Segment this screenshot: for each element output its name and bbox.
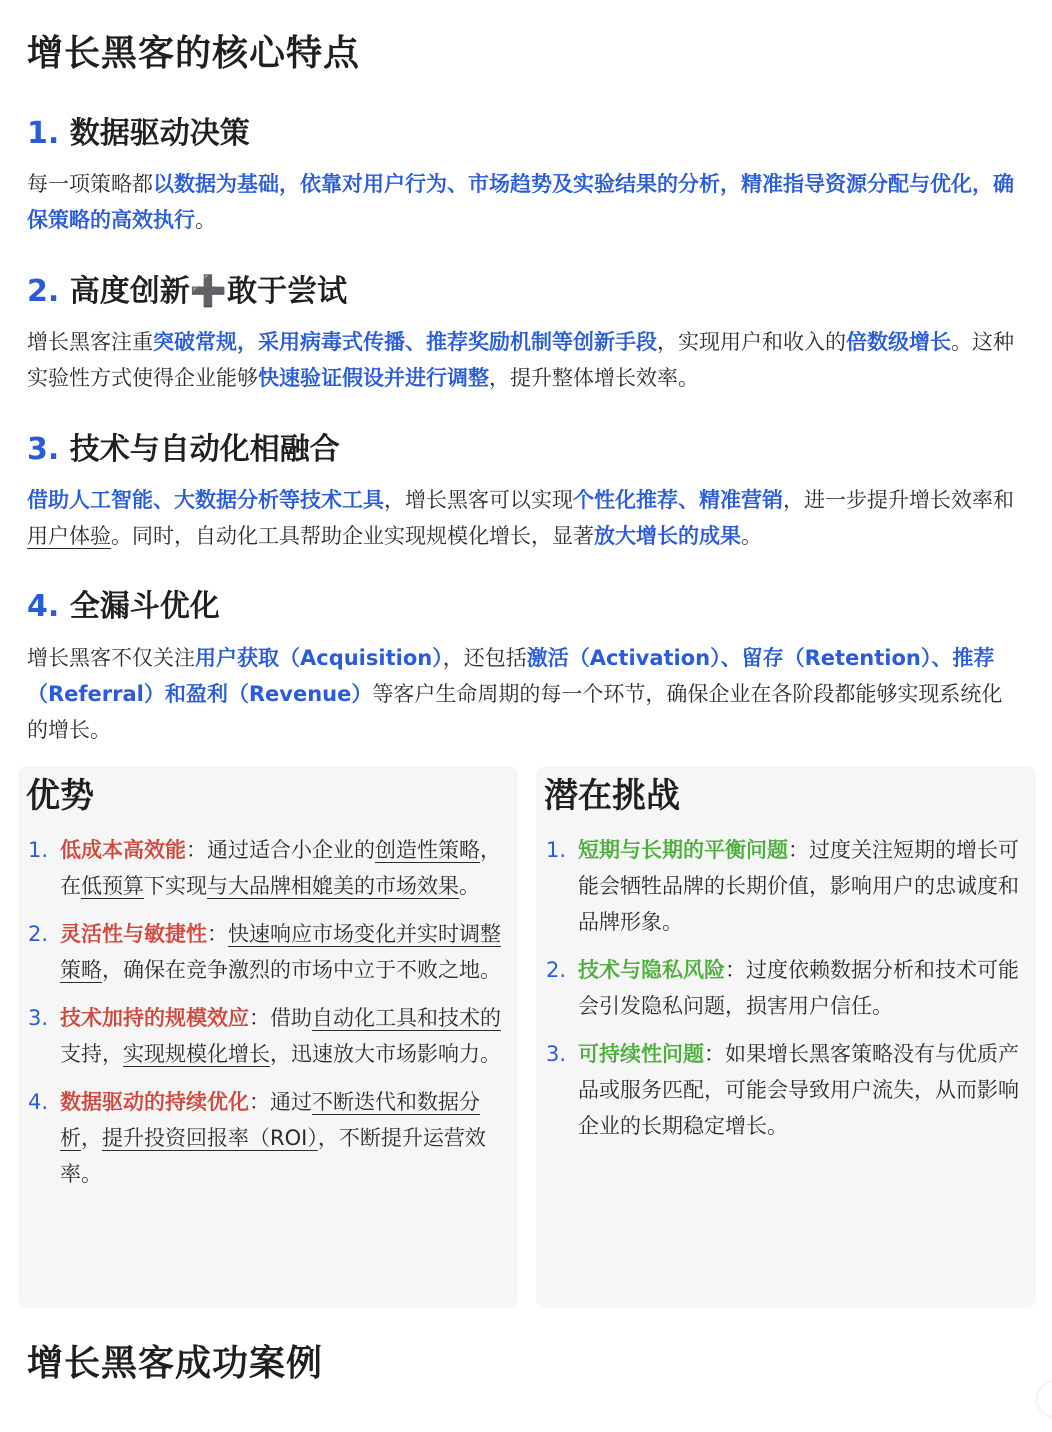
challenge-label: 技术与隐私风险 (578, 958, 725, 982)
body-text: ：借助 (249, 1006, 312, 1030)
underlined-text: 创造性策略 (375, 838, 480, 862)
body-text: ，进一步提升增长效率和 (783, 488, 1014, 512)
body-text: ， (81, 1126, 102, 1150)
section-4-body (27, 640, 1017, 748)
advantage-label: 低成本高效能 (60, 838, 186, 862)
list-item (26, 1000, 510, 1072)
list-index: 2. (546, 958, 567, 982)
section-4-number: 4. (27, 589, 60, 624)
body-text: 。这种实验性方式使得企业能够 (27, 330, 1014, 390)
underlined-text: 实现规模化增长 (123, 1042, 270, 1066)
challenges-list (544, 832, 1028, 1156)
body-text: ： (207, 922, 228, 946)
challenges-card (536, 766, 1036, 1308)
advantage-label: 技术加持的规模效应 (60, 1006, 249, 1030)
list-index: 3. (546, 1042, 567, 1066)
body-text: 。 (195, 208, 216, 232)
body-text: ：通过适合小企业的 (186, 838, 375, 862)
body-text: 增长黑客不仅关注 (27, 646, 195, 670)
underlined-text: 提升投资回报率（ROI） (102, 1126, 318, 1150)
list-item (26, 832, 510, 904)
cases-title: 增长黑客成功案例 (27, 1343, 324, 1384)
body-text: ，还包括 (442, 646, 527, 670)
underlined-text: 低预算 (81, 874, 144, 898)
list-item (26, 916, 510, 988)
section-3-title: 技术与自动化相融合 (69, 432, 340, 467)
underlined-text: 不断迭代和数据分析 (60, 1090, 480, 1150)
section-1-title: 数据驱动决策 (69, 116, 250, 151)
advantages-list (26, 832, 510, 1204)
section-1-number: 1. (27, 116, 60, 151)
section-2-title: 高度创新➕敢于尝试 (69, 274, 348, 309)
section-2-number: 2. (27, 274, 60, 309)
body-text: 支持， (60, 1042, 123, 1066)
body-text: 增长黑客注重 (27, 330, 153, 354)
body-text: ：通过 (249, 1090, 312, 1114)
section-3-body (27, 482, 1017, 554)
list-index: 4. (28, 1090, 49, 1114)
body-text: ，迅速放大市场影响力。 (270, 1042, 501, 1066)
list-index: 1. (546, 838, 567, 862)
body-text: ，确保在竞争激烈的市场中立于不败之地。 (102, 958, 501, 982)
underlined-text: 快速响应市场变化并实时调整策略 (60, 922, 501, 982)
advantage-label: 灵活性与敏捷性 (60, 922, 207, 946)
body-text: 等客户生命周期的每一个环节，确保企业在各阶段都能够实现系统化的增长。 (27, 682, 1003, 742)
list-index: 1. (28, 838, 49, 862)
body-text: 下实现 (144, 874, 207, 898)
section-2-heading (27, 272, 347, 312)
section-3-heading (27, 430, 340, 470)
list-item (544, 832, 1028, 940)
highlight-text: 倍数级增长 (846, 330, 951, 354)
body-text: 。同时，自动化工具帮助企业实现规模化增长，显著 (111, 524, 594, 548)
highlight-text: 借助人工智能、大数据分析等技术工具 (27, 488, 384, 512)
challenge-label: 可持续性问题 (578, 1042, 704, 1066)
list-item (544, 1036, 1028, 1144)
highlight-text: 个性化推荐、精准营销 (573, 488, 783, 512)
highlight-text: 放大增长的成果 (594, 524, 741, 548)
advantage-label: 数据驱动的持续优化 (60, 1090, 249, 1114)
underlined-text: 自动化工具和技术的 (312, 1006, 501, 1030)
list-item (26, 1084, 510, 1192)
page-title: 增长黑客的核心特点 (27, 33, 361, 74)
body-text: 。 (741, 524, 762, 548)
body-text: 。 (459, 874, 480, 898)
list-index: 2. (28, 922, 49, 946)
body-text: ：过度关注短期的增长可能会牺牲品牌的长期价值，影响用户的忠诚度和品牌形象。 (578, 838, 1019, 934)
body-text: ：如果增长黑客策略没有与优质产品或服务匹配，可能会导致用户流失，从而影响企业的长期稳定增长。 (578, 1042, 1019, 1138)
body-text: ，实现用户和收入的 (657, 330, 846, 354)
highlight-text: 用户获取（Acquisition） (195, 646, 443, 670)
list-index: 3. (28, 1006, 49, 1030)
challenges-title: 潜在挑战 (544, 776, 680, 816)
advantages-title: 优势 (26, 776, 94, 816)
section-3-number: 3. (27, 432, 60, 467)
highlight-text: 快速验证假设并进行调整 (258, 366, 489, 390)
list-item (544, 952, 1028, 1024)
advantages-card (18, 766, 518, 1308)
body-text: ，增长黑客可以实现 (384, 488, 573, 512)
body-text: ，提升整体增长效率。 (489, 366, 699, 390)
floating-button[interactable] (1038, 1382, 1052, 1416)
underlined-text: 与大品牌相媲美的市场效果 (207, 874, 459, 898)
section-4-title: 全漏斗优化 (69, 589, 220, 624)
highlight-text: 激活（Activation）、留存（Retention）、推荐（Referral）和盈利（Revenue） (27, 646, 995, 706)
section-2-body (27, 324, 1017, 396)
underlined-text: 用户体验 (27, 524, 111, 548)
section-1-body (27, 166, 1017, 238)
section-4-heading (27, 587, 220, 627)
section-1-heading (27, 114, 250, 154)
body-text: ：过度依赖数据分析和技术可能会引发隐私问题，损害用户信任。 (578, 958, 1019, 1018)
body-text: ，在 (60, 838, 501, 898)
challenge-label: 短期与长期的平衡问题 (578, 838, 788, 862)
highlight-text: 以数据为基础，依靠对用户行为、市场趋势及实验结果的分析，精准指导资源分配与优化，确保策略的高效执行 (27, 172, 1014, 232)
body-text: ，不断提升运营效率。 (60, 1126, 486, 1186)
highlight-text: 突破常规，采用病毒式传播、推荐奖励机制等创新手段 (153, 330, 657, 354)
body-text: 每一项策略都 (27, 172, 153, 196)
